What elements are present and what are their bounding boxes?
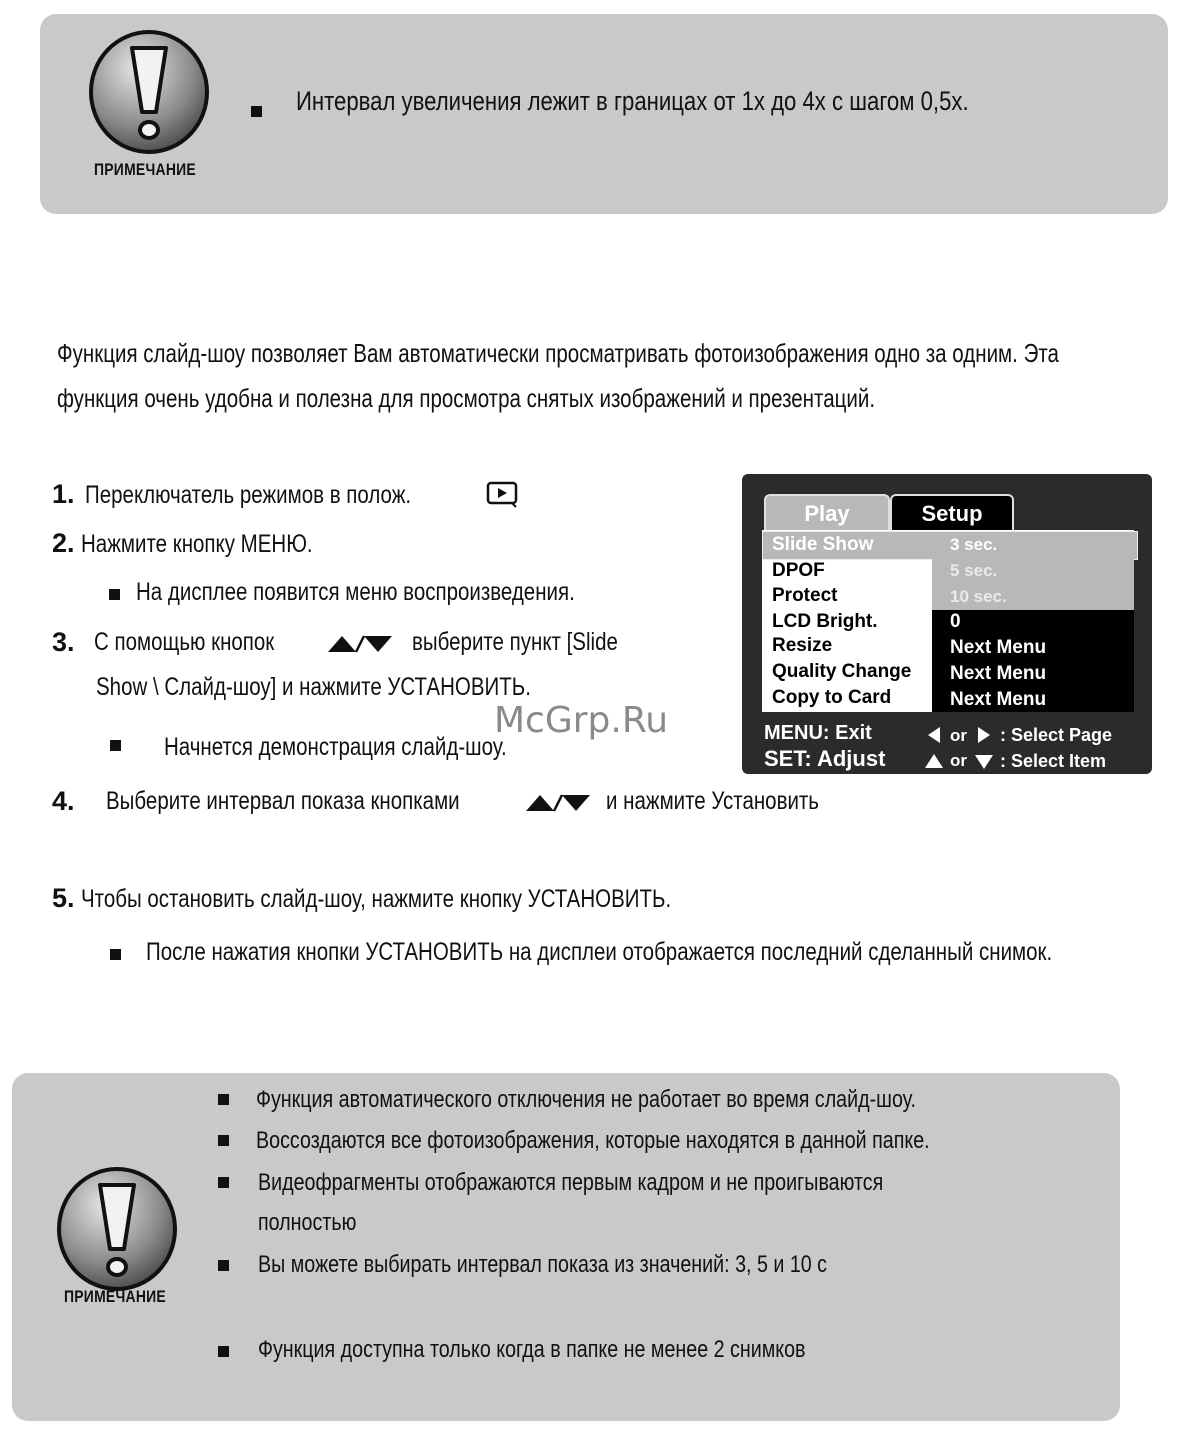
step-number: 5. — [52, 883, 75, 913]
camera-menu-screen — [742, 474, 1152, 774]
up-down-arrows-icon — [524, 791, 592, 813]
menu-item-resize[interactable]: Resize — [772, 635, 833, 656]
step-3 — [52, 627, 75, 658]
step-2 — [52, 528, 364, 559]
value-next-menu: Next Menu — [950, 689, 1047, 710]
note-caption: ПРИМЕЧАНИЕ — [94, 160, 196, 179]
note-bullet-5: Функция доступна только когда в папке не менее 2 снимков — [258, 1336, 806, 1363]
bullet-square — [218, 1346, 229, 1357]
step-5 — [52, 883, 801, 914]
note-bullet-3b: полностью — [258, 1209, 357, 1236]
step-number: 4. — [52, 786, 75, 816]
hint-select-item: : Select Item — [1000, 751, 1107, 771]
value-5-sec[interactable]: 5 sec. — [950, 561, 998, 580]
menu-item-quality-change[interactable]: Quality Change — [772, 661, 912, 682]
intro-line-2: функция очень удобна и полезна для просмотра снятых изображений и презентаций. — [57, 383, 876, 413]
note-caption: ПРИМЕЧАНИЕ — [64, 1287, 166, 1306]
menu-item-dpof[interactable]: DPOF — [772, 560, 825, 581]
step-3-text-c: Show \ Слайд-шоу] и нажмите УСТАНОВИТЬ. — [96, 673, 531, 701]
step-number: 2. — [52, 528, 75, 558]
step-3-bullet: Начнется демонстрация слайд-шоу. — [164, 733, 507, 761]
hint-or: or — [950, 726, 967, 745]
left-arrow-icon — [926, 726, 942, 744]
menu-item-lcd-bright[interactable]: LCD Bright. — [772, 611, 878, 632]
playback-mode-icon — [486, 480, 520, 508]
menu-item-protect[interactable]: Protect — [772, 585, 838, 606]
note-box-top — [40, 14, 1168, 214]
right-arrow-icon — [976, 726, 992, 744]
step-text: Нажмите кнопку МЕНЮ. — [81, 530, 314, 558]
intro-line-1: Функция слайд-шоу позволяет Вам автоматически просматривать фотоизображения одно за одним. Эта — [57, 338, 1059, 368]
value-next-menu: Next Menu — [950, 663, 1047, 684]
watermark: McGrp.Ru — [494, 700, 669, 741]
value-next-menu: Next Menu — [950, 637, 1047, 658]
bullet-square — [218, 1135, 229, 1146]
step-text: Переключатель режимов в полож. — [85, 481, 412, 509]
bullet-square — [218, 1260, 229, 1271]
exclamation-icon — [88, 30, 210, 156]
tab-play[interactable]: Play — [764, 494, 890, 530]
bullet-square — [218, 1094, 229, 1105]
step-1 — [52, 479, 483, 510]
step-3-text-b: выберите пункт [Slide — [412, 628, 618, 656]
hint-menu-exit: MENU: Exit — [764, 722, 872, 744]
bullet-square — [110, 949, 121, 960]
hint-select-page: : Select Page — [1000, 725, 1113, 745]
up-down-arrows-icon — [326, 632, 394, 654]
hint-or: or — [950, 751, 967, 770]
up-arrow-icon — [924, 753, 944, 769]
note-bullet-4: Вы можете выбирать интервал показа из значений: 3, 5 и 10 с — [258, 1251, 828, 1278]
note-bullet-1: Функция автоматического отключения не работает во время слайд-шоу. — [256, 1086, 917, 1113]
note-box-bottom — [12, 1073, 1120, 1421]
bullet-square — [218, 1177, 229, 1188]
value-3-sec[interactable]: 3 sec. — [950, 535, 998, 554]
down-arrow-icon — [974, 754, 994, 770]
step-text: Чтобы остановить слайд-шоу, нажмите кнопку УСТАНОВИТЬ. — [81, 885, 672, 913]
value-10-sec[interactable]: 10 sec. — [950, 587, 1007, 606]
step-4-text-b: и нажмите Установить — [606, 787, 819, 815]
bullet-square — [251, 106, 262, 117]
bullet-square — [110, 740, 121, 751]
step-5-bullet: После нажатия кнопки УСТАНОВИТЬ на дисплеи отображается последний сделанный снимок. — [146, 938, 1053, 966]
bullet-square — [109, 589, 120, 600]
step-4 — [52, 786, 75, 817]
step-3-text-a: С помощью кнопок — [94, 628, 275, 656]
note-bullet-2: Воссоздаются все фотоизображения, которые находятся в данной папке. — [256, 1127, 930, 1154]
tab-setup[interactable]: Setup — [890, 494, 1014, 530]
exclamation-icon — [56, 1167, 178, 1293]
hint-set-adjust: SET: Adjust — [764, 746, 886, 771]
step-2-bullet: На дисплее появится меню воспроизведения. — [136, 578, 575, 606]
note-bullet-3a: Видеофрагменты отображаются первым кадром и не проигываются — [258, 1169, 884, 1196]
menu-item-slide-show[interactable]: Slide Show — [772, 534, 874, 555]
note-text: Интервал увеличения лежит в границах от 1х до 4х с шагом 0,5х. — [296, 86, 969, 116]
step-4-text-a: Выберите интервал показа кнопками — [106, 787, 460, 815]
step-number: 1. — [52, 479, 75, 509]
value-brightness: 0 — [950, 611, 961, 632]
menu-item-copy-to-card[interactable]: Copy to Card — [772, 687, 892, 708]
step-number: 3. — [52, 627, 75, 657]
